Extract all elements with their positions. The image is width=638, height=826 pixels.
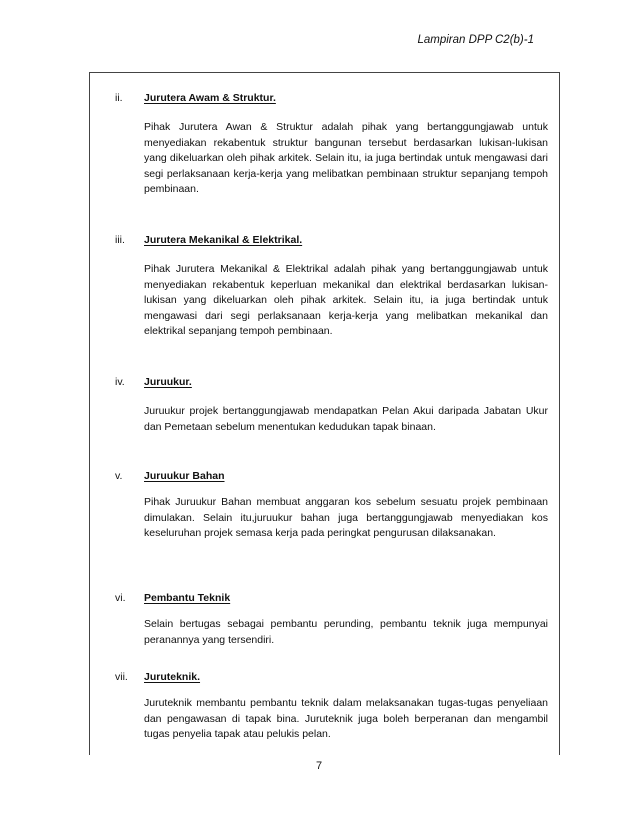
section-number-iii: iii. <box>115 234 125 246</box>
section-title-pembantu-teknik: Pembantu Teknik <box>144 592 231 604</box>
attachment-label: Lampiran DPP C2(b)-1 <box>417 34 534 46</box>
section-number-v: v. <box>115 470 123 482</box>
section-title-jurutera-awam: Jurutera Awam & Struktur. <box>144 92 276 104</box>
section-number-ii: ii. <box>115 92 123 104</box>
page-number: 7 <box>315 760 323 772</box>
section-title-jurutera-mekanikal: Jurutera Mekanikal & Elektrikal. <box>144 234 303 246</box>
section-body-jurutera-awam: Pihak Jurutera Awan & Struktur adalah pihak yang bertanggungjawab untuk menyediakan rekabentuk struktur bangunan tersebut berdasarkan lukisan-lukisan yang dikeluarkan oleh pihak arkitek. Selain itu, ia juga bertindak untuk mengawasi dari segi perlaksanaan kerja-kerja yang melibatkan pembinaan struktur sepanjang tempoh pembinaan. <box>144 121 548 196</box>
section-number-vii: vii. <box>115 671 128 683</box>
section-body-juruukur: Juruukur projek bertanggungjawab mendapatkan Pelan Akui daripada Jabatan Ukur dan Pemetaan sebelum menentukan kedudukan tapak binaan. <box>144 405 548 433</box>
section-body-juruukur-bahan: Pihak Juruukur Bahan membuat anggaran kos sebelum sesuatu projek pembinaan dimulakan. Selain itu,juruukur bahan juga bertanggungjawab menyediakan kos keseluruhan projek semasa kerja pada peringkat pengurusan dilaksanakan. <box>144 496 548 540</box>
section-body-jurutera-mekanikal: Pihak Jurutera Mekanikal & Elektrikal adalah pihak yang bertanggungjawab untuk menyediakan rekabentuk keperluan mekanikal dan elektrikal berdasarkan lukisan-lukisan yang dikeluarkan oleh pihak arkitek. Selain itu, ia juga bertindak untuk mengawasi dari segi perlaksanaan kerja-kerja yang melibatkan mekanikal dan elektrikal sepanjang tempoh pembinaan. <box>144 263 548 338</box>
section-title-juruukur-bahan: Juruukur Bahan <box>144 470 225 482</box>
section-number-iv: iv. <box>115 376 125 388</box>
section-body-juruteknik: Juruteknik membantu pembantu teknik dalam melaksanakan tugas-tugas penyeliaan dan pengawasan di tapak bina. Juruteknik juga boleh berperanan dan mengambil tugas penyelia tapak atau pelukis pelan. <box>144 697 548 741</box>
section-body-pembantu-teknik: Selain bertugas sebagai pembantu perunding, pembantu teknik juga mempunyai peranannya yang tersendiri. <box>144 618 548 646</box>
section-title-juruteknik: Juruteknik. <box>144 671 201 683</box>
section-title-juruukur: Juruukur. <box>144 376 192 388</box>
section-number-vi: vi. <box>115 592 126 604</box>
